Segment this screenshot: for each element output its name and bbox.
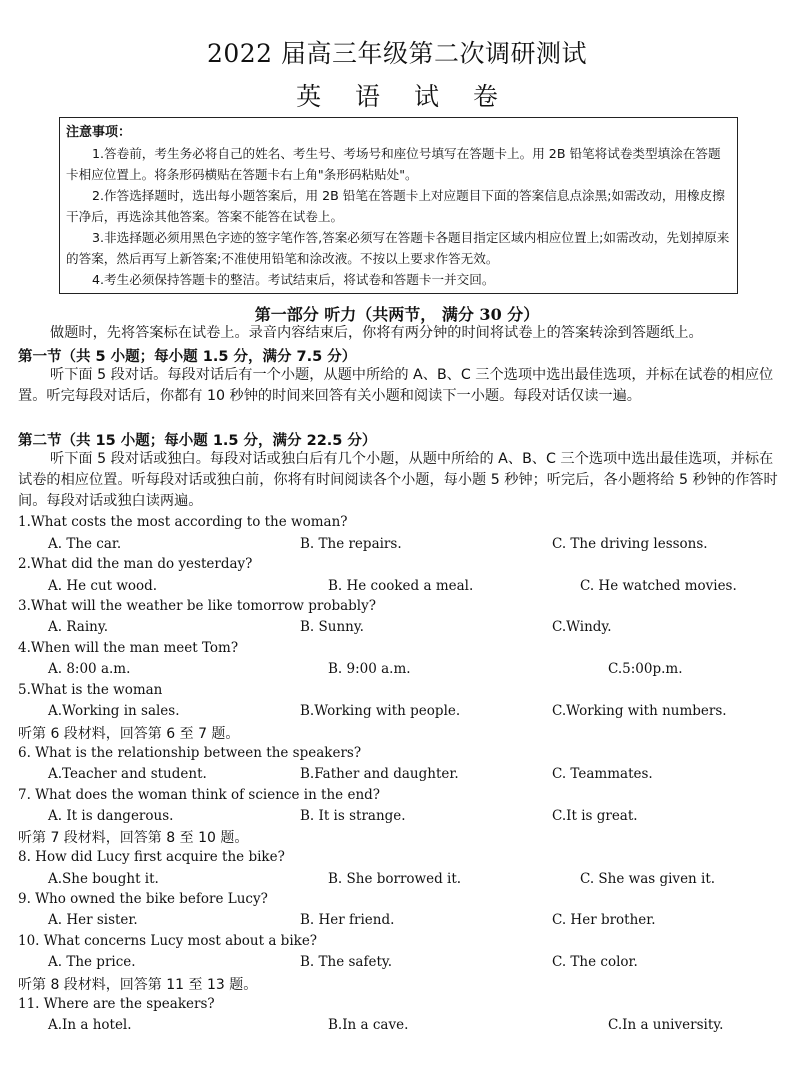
question-stem: 5.What is the woman <box>18 682 163 698</box>
exam-subtitle: 英 语 试 卷 <box>296 82 498 111</box>
option-c: C.In a university. <box>608 1017 724 1033</box>
notice-item: 3.非选择题必须用黑色字迹的签字笔作答,答案必须写在答题卡各题目指定区域内相应位置上;如需改动，先划掉原来的答案，然后再写上新答案;不准使用铅笔和涂改液。不按以上要求作答无效。 <box>66 230 730 266</box>
option-a: A. The price. <box>48 954 136 970</box>
option-a: A. 8:00 a.m. <box>48 661 131 677</box>
option-b: B.Father and daughter. <box>300 766 459 782</box>
option-a: A. He cut wood. <box>48 578 158 594</box>
option-a: A.Working in sales. <box>48 703 180 719</box>
part1-heading: 第一部分 听力（共两节， 满分 30 分） <box>254 305 540 324</box>
option-c: C. He watched movies. <box>580 578 737 594</box>
question-stem: 2.What did the man do yesterday? <box>18 556 253 572</box>
option-a: A.In a hotel. <box>48 1017 132 1033</box>
question-stem: 6. What is the relationship between the speakers? <box>18 745 362 761</box>
question-stem: 1.What costs the most according to the woman? <box>18 514 348 530</box>
option-a: A.She bought it. <box>48 871 159 887</box>
notice-item: 2.作答选择题时，选出每小题答案后，用 2B 铅笔在答题卡上对应题目下面的答案信息点涂黑;如需改动，用橡皮擦干净后，再选涂其他答案。答案不能答在试卷上。 <box>66 188 725 224</box>
option-a: A. Her sister. <box>48 912 138 928</box>
option-c: C.Windy. <box>552 619 612 635</box>
exam-title: 2022 届高三年级第二次调研测试 <box>206 39 588 68</box>
option-c: C.It is great. <box>552 808 638 824</box>
option-c: C. The color. <box>552 954 638 970</box>
option-b: B. The repairs. <box>300 536 402 552</box>
question-stem: 10. What concerns Lucy most about a bike? <box>18 933 318 949</box>
option-a: A. The car. <box>48 536 122 552</box>
notice-item: 1.答卷前，考生务必将自己的姓名、考生号、考场号和座位号填写在答题卡上。用 2B 铅笔将试卷类型填涂在答题卡相应位置上。将条形码横贴在答题卡右上角"条形码粘贴处"。 <box>66 146 721 182</box>
question-stem: 9. Who owned the bike before Lucy? <box>18 891 268 907</box>
question-stem: 7. What does the woman think of science in the end? <box>18 787 381 803</box>
section2-instructions: 听下面 5 段对话或独白。每段对话或独白后有几个小题，从题中所给的 A、B、C 三个选项中选出最佳选项，并标在试卷的相应位置。听每段对话或独白前，你将有时间阅读各个小题，每小题 5 秒钟；听完后，各小题将给 5 秒钟的作答时间。每段对话或独白读两遍。 <box>18 451 778 509</box>
option-a: A. It is dangerous. <box>48 808 174 824</box>
option-b: B.Working with people. <box>300 703 461 719</box>
material-note: 听第 6 段材料，回答第 6 至 7 题。 <box>18 726 240 742</box>
option-c: C.5:00p.m. <box>608 661 683 677</box>
option-c: C. Her brother. <box>552 912 656 928</box>
option-a: A. Rainy. <box>48 619 108 635</box>
material-note: 听第 8 段材料，回答第 11 至 13 题。 <box>18 977 258 993</box>
option-b: B. Sunny. <box>300 619 364 635</box>
option-b: B. 9:00 a.m. <box>328 661 411 677</box>
question-stem: 11. Where are the speakers? <box>18 996 215 1012</box>
option-c: C. Teammates. <box>552 766 653 782</box>
option-b: B. Her friend. <box>300 912 395 928</box>
part1-intro: 做题时，先将答案标在试卷上。录音内容结束后，你将有两分钟的时间将试卷上的答案转涂到答题纸上。 <box>50 325 703 341</box>
notice-item: 4.考生必须保持答题卡的整洁。考试结束后，将试卷和答题卡一并交回。 <box>92 272 495 287</box>
section2-heading: 第二节（共 15 小题；每小题 1.5 分，满分 22.5 分） <box>18 433 377 449</box>
option-c: C. The driving lessons. <box>552 536 708 552</box>
section1-instructions: 听下面 5 段对话。每段对话后有一个小题，从题中所给的 A、B、C 三个选项中选出最佳选项，并标在试卷的相应位置。听完每段对话后，你都有 10 秒钟的时间来回答有关小题和阅读下一小题。每段对话仅读一遍。 <box>18 367 774 404</box>
question-stem: 4.When will the man meet Tom? <box>18 640 239 656</box>
notice-title: 注意事项： <box>66 125 132 140</box>
option-b: B. The safety. <box>300 954 392 970</box>
option-a: A.Teacher and student. <box>48 766 207 782</box>
section1-heading: 第一节（共 5 小题；每小题 1.5 分，满分 7.5 分） <box>18 349 357 365</box>
material-note: 听第 7 段材料，回答第 8 至 10 题。 <box>18 830 249 846</box>
option-b: B. It is strange. <box>300 808 406 824</box>
option-c: C. She was given it. <box>580 871 716 887</box>
option-b: B. He cooked a meal. <box>328 578 474 594</box>
option-b: B.In a cave. <box>328 1017 409 1033</box>
notice-box <box>59 117 738 294</box>
option-c: C.Working with numbers. <box>552 703 727 719</box>
question-stem: 3.What will the weather be like tomorrow probably? <box>18 598 376 614</box>
option-b: B. She borrowed it. <box>328 871 462 887</box>
question-stem: 8. How did Lucy first acquire the bike? <box>18 849 285 865</box>
